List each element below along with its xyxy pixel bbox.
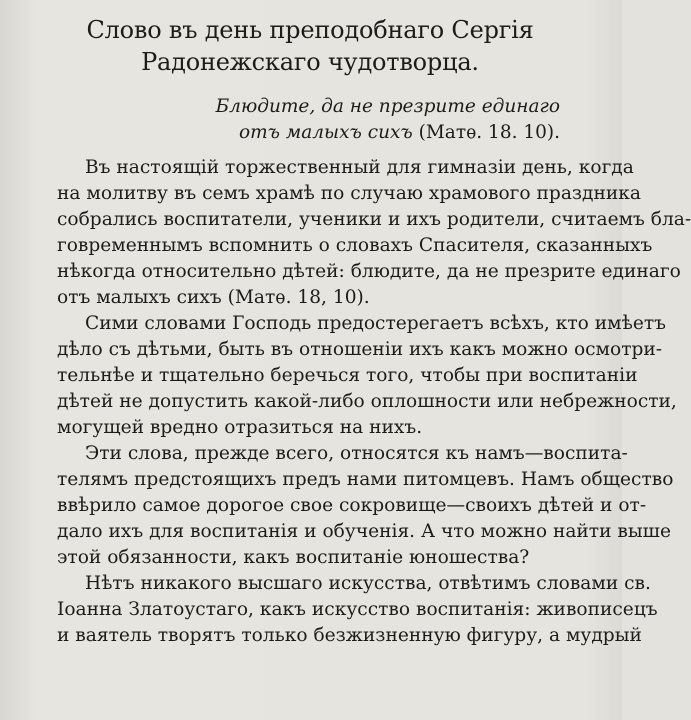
sermon-body [57, 155, 691, 649]
sermon-title [60, 14, 560, 78]
title-line-1: Слово въ день преподобнагo Сергія [86, 16, 534, 44]
paragraph-4-line-2: Іоанна Златоустаго, какъ искусство воспитанія: живописецъ [57, 599, 658, 620]
paragraph-4-line-3: и ваятель творятъ только безжизненную фигуру, а мудрый [57, 625, 642, 646]
epigraph-quote-end: отъ малыхъ сихъ [238, 122, 413, 143]
paragraph-3-line-3: ввѣрило самое дорогое свое сокровище—своихъ дѣтей и от- [57, 495, 647, 516]
paragraph-2-line-4: дѣтей не допустить какой-либо оплошности или небрежности, [57, 391, 677, 412]
epigraph-line-2 [216, 120, 560, 146]
paragraph-1-line-4: говременнымъ вспомнить о словахъ Спасителя, сказанныхъ [57, 235, 653, 256]
epigraph-line-1: Блюдите, да не презрите единаго [215, 96, 560, 117]
paragraph-2-line-1: Сими словами Господь предостерегаетъ всѣхъ, кто имѣетъ [85, 313, 666, 334]
title-line-2: Радонежскаго чудотворца. [141, 48, 479, 76]
epigraph-reference: (Матѳ. 18. 10). [412, 122, 560, 143]
paragraph-2-line-2: дѣло съ дѣтьми, быть въ отношеніи ихъ какъ можно осмотри- [57, 339, 663, 360]
paragraph-2-line-3: тельнѣе и тщательно беречься того, чтобы при воспитаніи [57, 365, 638, 386]
paragraph-3-line-5: этой обязанности, какъ воспитаніе юношества? [57, 547, 530, 568]
paragraph-2-line-5: могущей вредно отразиться на нихъ. [57, 417, 423, 438]
paragraph-1-line-6: отъ малыхъ сихъ (Матѳ. 18, 10). [57, 287, 370, 308]
epigraph [216, 94, 560, 146]
paragraph-1-line-3: собрались воспитатели, ученики и ихъ родители, считаемъ бла- [57, 209, 691, 230]
paragraph-1-line-5: нѣкогда относительно дѣтей: блюдите, да не презрите единаго [57, 261, 681, 282]
paragraph-3-line-1: Эти слова, прежде всего, относятся къ намъ—воспита- [85, 443, 628, 464]
paragraph-4-line-1: Нѣтъ никакого высшаго искусства, отвѣтимъ словами св. [85, 573, 651, 594]
paragraph-3-line-4: дало ихъ для воспитанія и обученія. А что можно найти выше [57, 521, 671, 542]
paragraph-1-line-1: Въ настоящій торжественный для гимназіи день, когда [85, 157, 634, 178]
paragraph-3-line-2: телямъ предстоящихъ предъ нами питомцевъ. Намъ общество [57, 469, 674, 490]
paragraph-1-line-2: на молитву въ семъ храмѣ по случаю храмового праздника [57, 183, 641, 204]
